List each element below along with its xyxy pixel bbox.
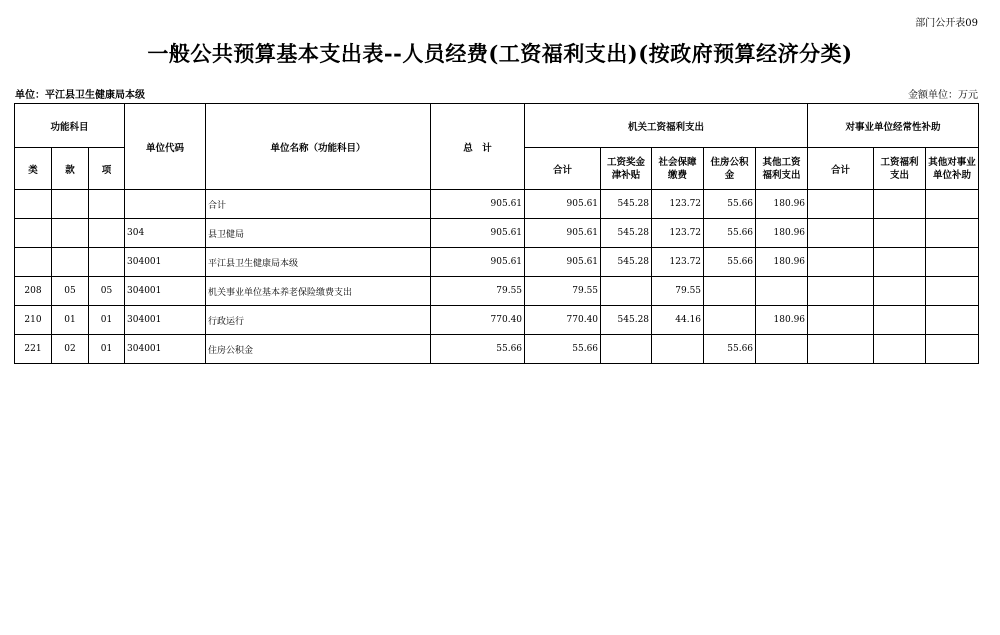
cell-name: 行政运行 — [206, 306, 431, 335]
cell-org-subtotal: 79.55 — [525, 277, 601, 306]
unit-label: 单位：平江县卫生健康局本级 — [15, 90, 145, 101]
table-row — [15, 219, 979, 248]
cell-lei — [15, 190, 52, 219]
cell-org-subtotal: 905.61 — [525, 248, 601, 277]
header-lei: 类 — [15, 148, 52, 190]
cell-inst-welfare — [874, 190, 926, 219]
cell-org-housing: 55.66 — [704, 190, 756, 219]
header-inst-welfare: 工资福利支出 — [874, 148, 926, 190]
cell-org-subtotal: 770.40 — [525, 306, 601, 335]
cell-lei: 221 — [15, 335, 52, 364]
cell-org-other: 180.96 — [756, 219, 808, 248]
cell-code: 304 — [125, 219, 206, 248]
cell-org-housing — [704, 277, 756, 306]
header-kuan: 款 — [52, 148, 89, 190]
header-org-subtotal: 合计 — [525, 148, 601, 190]
cell-org-social: 79.55 — [652, 277, 704, 306]
table-row — [15, 306, 979, 335]
cell-org-housing: 55.66 — [704, 219, 756, 248]
table-row — [15, 248, 979, 277]
cell-total: 905.61 — [431, 190, 525, 219]
cell-org-subtotal: 905.61 — [525, 190, 601, 219]
cell-name: 机关事业单位基本养老保险缴费支出 — [206, 277, 431, 306]
cell-lei — [15, 219, 52, 248]
header-unit-name: 单位名称（功能科目） — [206, 104, 431, 190]
cell-org-social: 44.16 — [652, 306, 704, 335]
header-org-social: 社会保障缴费 — [652, 148, 704, 190]
cell-inst-other — [926, 335, 979, 364]
cell-total: 55.66 — [431, 335, 525, 364]
cell-code — [125, 190, 206, 219]
cell-org-other: 180.96 — [756, 190, 808, 219]
cell-kuan — [52, 190, 89, 219]
header-total: 总 计 — [431, 104, 525, 190]
cell-code: 304001 — [125, 306, 206, 335]
cell-inst-welfare — [874, 335, 926, 364]
cell-name: 平江县卫生健康局本级 — [206, 248, 431, 277]
cell-total: 770.40 — [431, 306, 525, 335]
cell-xiang: 01 — [89, 335, 125, 364]
cell-inst-subtotal — [808, 335, 874, 364]
cell-org-other — [756, 277, 808, 306]
cell-inst-other — [926, 306, 979, 335]
cell-org-bonus: 545.28 — [601, 306, 652, 335]
cell-org-bonus: 545.28 — [601, 190, 652, 219]
cell-inst-other — [926, 219, 979, 248]
header-org-housing: 住房公积金 — [704, 148, 756, 190]
form-id: 部门公开表09 — [915, 18, 978, 29]
cell-kuan: 05 — [52, 277, 89, 306]
cell-name: 县卫健局 — [206, 219, 431, 248]
cell-kuan: 01 — [52, 306, 89, 335]
cell-inst-subtotal — [808, 248, 874, 277]
cell-code: 304001 — [125, 335, 206, 364]
cell-total: 79.55 — [431, 277, 525, 306]
cell-inst-other — [926, 190, 979, 219]
cell-inst-welfare — [874, 277, 926, 306]
cell-org-social — [652, 335, 704, 364]
header-inst-group: 对事业单位经常性补助 — [808, 104, 979, 148]
cell-org-bonus — [601, 335, 652, 364]
cell-inst-subtotal — [808, 219, 874, 248]
cell-inst-welfare — [874, 248, 926, 277]
cell-xiang: 05 — [89, 277, 125, 306]
cell-org-other — [756, 335, 808, 364]
cell-org-social: 123.72 — [652, 248, 704, 277]
table-row — [15, 190, 979, 219]
cell-kuan — [52, 219, 89, 248]
header-org-other: 其他工资福利支出 — [756, 148, 808, 190]
cell-kuan: 02 — [52, 335, 89, 364]
cell-kuan — [52, 248, 89, 277]
table-row — [15, 277, 979, 306]
header-xiang: 项 — [89, 148, 125, 190]
cell-xiang — [89, 219, 125, 248]
cell-total: 905.61 — [431, 248, 525, 277]
header-row-1 — [15, 104, 979, 148]
cell-org-subtotal: 55.66 — [525, 335, 601, 364]
cell-name: 合计 — [206, 190, 431, 219]
table-row — [15, 335, 979, 364]
budget-table — [14, 103, 979, 364]
cell-inst-welfare — [874, 219, 926, 248]
cell-inst-other — [926, 277, 979, 306]
cell-org-bonus: 545.28 — [601, 248, 652, 277]
header-func-group: 功能科目 — [15, 104, 125, 148]
cell-xiang — [89, 248, 125, 277]
cell-inst-subtotal — [808, 190, 874, 219]
cell-inst-subtotal — [808, 277, 874, 306]
cell-lei: 208 — [15, 277, 52, 306]
cell-org-social: 123.72 — [652, 219, 704, 248]
cell-org-housing: 55.66 — [704, 248, 756, 277]
cell-org-subtotal: 905.61 — [525, 219, 601, 248]
cell-xiang — [89, 190, 125, 219]
header-inst-subtotal: 合计 — [808, 148, 874, 190]
cell-xiang: 01 — [89, 306, 125, 335]
cell-org-bonus — [601, 277, 652, 306]
cell-name: 住房公积金 — [206, 335, 431, 364]
cell-inst-welfare — [874, 306, 926, 335]
cell-inst-other — [926, 248, 979, 277]
header-inst-other: 其他对事业单位补助 — [926, 148, 979, 190]
cell-org-bonus: 545.28 — [601, 219, 652, 248]
cell-org-housing — [704, 306, 756, 335]
cell-org-other: 180.96 — [756, 306, 808, 335]
page-title: 一般公共预算基本支出表--人员经费(工资福利支出)(按政府预算经济分类) — [147, 41, 853, 66]
cell-total: 905.61 — [431, 219, 525, 248]
header-unit-code: 单位代码 — [125, 104, 206, 190]
cell-org-other: 180.96 — [756, 248, 808, 277]
cell-code: 304001 — [125, 248, 206, 277]
cell-lei: 210 — [15, 306, 52, 335]
header-org-bonus: 工资奖金津补贴 — [601, 148, 652, 190]
money-unit-label: 金额单位：万元 — [908, 90, 978, 101]
header-org-group: 机关工资福利支出 — [525, 104, 808, 148]
cell-org-social: 123.72 — [652, 190, 704, 219]
cell-inst-subtotal — [808, 306, 874, 335]
cell-code: 304001 — [125, 277, 206, 306]
cell-org-housing: 55.66 — [704, 335, 756, 364]
cell-lei — [15, 248, 52, 277]
